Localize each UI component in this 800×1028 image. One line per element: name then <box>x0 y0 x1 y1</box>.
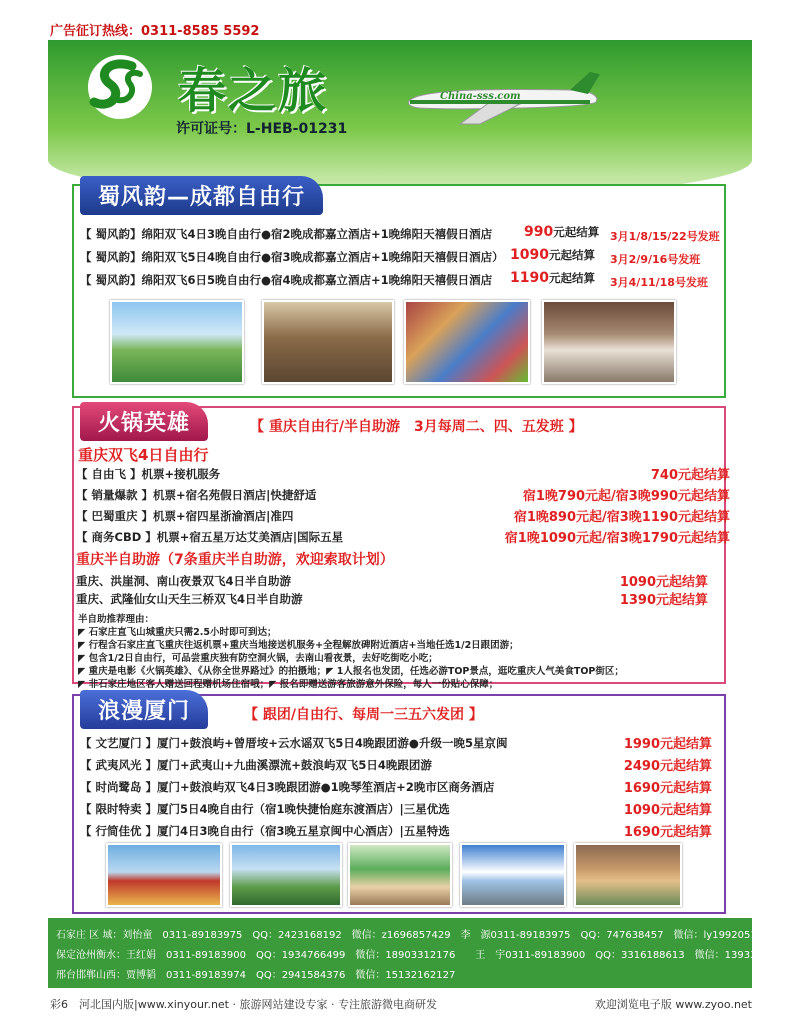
photo-colorful-sculptures <box>404 300 530 384</box>
xiamen-row: 【 文艺厦门 】厦门+鼓浪屿+曾厝垵+云水谣双飞5日4晚跟团游●升级一晚5星京闽 <box>80 736 508 750</box>
xiamen-price: 1690元起结算 <box>623 825 712 840</box>
chongqing-row: 【 自由飞 】机票+接机服务 <box>76 467 221 481</box>
plane-livery: China-sss.com <box>440 91 521 102</box>
reason-item: ◤ 石家庄直飞山城重庆只需2.5小时即可到达； <box>78 627 277 638</box>
contact-line: 保定沧州衡水：王红娟 0311-89183900 QQ：1934766499 微信：18903312176 王 宇0311-89183900 QQ：3316188613 微信：13933132015 <box>56 950 795 961</box>
airplane-icon <box>400 68 610 128</box>
chongqing-tour-price: 1390元起结算 <box>619 593 708 608</box>
chongqing-row: 【 销量爆款 】机票+宿名苑假日酒店|快捷舒适 <box>76 488 317 502</box>
chongqing-price: 740元起结算 <box>650 468 730 483</box>
chengdu-departure: 3月1/8/15/22号发班 <box>610 230 720 243</box>
xiamen-row: 【 时尚鹭岛 】厦门+鼓浪屿双飞4日3晚跟团游●1晚琴笙酒店+2晚市区商务酒店 <box>80 780 495 794</box>
license-number: 许可证号：L-HEB-01231 <box>176 121 348 137</box>
reason-item: ◤ 包含1/2日自由行，可品尝重庆独有防空洞火锅，去南山看夜景，去好吃街吃小吃； <box>78 653 438 664</box>
photo-green-shopfront <box>348 843 452 907</box>
chengdu-departure: 3月4/11/18号发班 <box>610 276 708 289</box>
reason-item: ◤ 重庆是电影《火锅英雄》、《从你全世界路过》的拍摄地；◤ 1人报名也发团，任选必游TOP景点，逛吃重庆人气美食TOP街区； <box>78 666 624 677</box>
xiamen-row: 【 武夷风光 】厦门+武夷山+九曲溪漂流+鼓浪屿双飞5日4晚跟团游 <box>80 758 432 772</box>
photo-sea-rocks <box>460 843 566 907</box>
chengdu-price: 1090元起结算 <box>510 247 595 263</box>
chengdu-price: 1190元起结算 <box>510 270 595 286</box>
chongqing-price: 宿1晚1090元起/宿3晚1790元起结算 <box>504 531 730 546</box>
xiamen-price: 1690元起结算 <box>623 781 712 796</box>
chongqing-tour-price: 1090元起结算 <box>619 575 708 590</box>
chongqing-price: 宿1晚890元起/宿3晚1190元起结算 <box>513 510 730 525</box>
xiamen-row: 【 行简佳优 】厦门4日3晚自由行（宿3晚五星京闽中心酒店）|五星特选 <box>80 824 450 838</box>
xiamen-price: 1990元起结算 <box>623 737 712 752</box>
chongqing-tour-row: 重庆、洪崖洞、南山夜景双飞4日半自助游 <box>76 574 291 588</box>
chongqing-row: 【 商务CBD 】机票+宿五星万达艾美酒店|国际五星 <box>76 530 344 544</box>
section-title-chengdu: 蜀风韵—成都自由行 <box>80 176 323 215</box>
chengdu-row: 【 蜀风韵】绵阳双飞5日4晚自由行●宿3晚成都嘉立酒店+1晚绵阳天禧假日酒店） <box>80 250 504 264</box>
contact-line: 石家庄 区 域：刘怡童 0311-89183975 QQ：2423168192 微信：z1696857429 李 源0311-89183975 QQ：747638457 微信：ly19920518ly <box>56 930 772 941</box>
reasons-title: 半自助推荐理由： <box>78 614 155 625</box>
photo-stone-statue <box>542 300 676 384</box>
section-title-xiamen: 浪漫厦门 <box>80 690 208 729</box>
xiamen-row: 【 限时特卖 】厦门5日4晚自由行（宿1晚快捷怡庭东渡酒店）|三星优选 <box>80 802 450 816</box>
photo-tower-garden <box>106 843 222 907</box>
spring-logo-icon <box>80 52 160 122</box>
chengdu-price: 990元起结算 <box>524 224 600 240</box>
chongqing-price: 宿1晚790元起/宿3晚990元起结算 <box>522 489 730 504</box>
photo-city-coast <box>230 843 342 907</box>
chengdu-row: 【 蜀风韵】绵阳双飞6日5晚自由行●宿4晚成都嘉立酒店+1晚绵阳天禧假日酒店 <box>80 273 493 287</box>
page-footer-left: 彩6 河北国内版|www.xinyour.net · 旅游网站建设专家 · 专注旅游微电商研发 <box>50 998 437 1011</box>
xiamen-price: 2490元起结算 <box>623 759 712 774</box>
chongqing-subtitle-1: 重庆双飞4日自由行 <box>78 446 209 464</box>
xiamen-banner: 【 跟团/自由行、每周一三五六发团 】 <box>244 707 483 723</box>
chongqing-row: 【 巴蜀重庆 】机票+宿四星浙渝酒店|准四 <box>76 509 294 523</box>
photo-stone-gate <box>574 843 682 907</box>
chongqing-tour-row: 重庆、武隆仙女山天生三桥双飞4日半自助游 <box>76 592 303 606</box>
reason-item: ◤ 非石家庄地区客人赠送回程赠机场住宿哦；◤ 报名即赠送游客旅游意外保险，每人一份贴心保障； <box>78 679 499 690</box>
chongqing-subtitle-2: 重庆半自助游（7条重庆半自助游，欢迎索取计划） <box>76 552 394 568</box>
chengdu-row: 【 蜀风韵】绵阳双飞4日3晚自由行●宿2晚成都嘉立酒店+1晚绵阳天禧假日酒店 <box>80 227 493 241</box>
brand-name: 春之旅 <box>178 63 329 119</box>
chongqing-banner: 【 重庆自由行/半自助游 3月每周二、四、五发班 】 <box>250 419 583 435</box>
photo-pagoda-lake <box>110 300 244 384</box>
section-title-chongqing: 火锅英雄 <box>80 402 208 441</box>
chengdu-departure: 3月2/9/16号发班 <box>610 253 701 266</box>
ad-hotline: 广告征订热线：0311-8585 5592 <box>50 24 260 39</box>
reason-item: ◤ 行程含石家庄直飞重庆往返机票+重庆当地接送机服务+全程解放碑附近酒店+当地任选1/2日跟团游； <box>78 640 519 651</box>
xiamen-price: 1090元起结算 <box>623 803 712 818</box>
page-footer-right: 欢迎浏览电子版 www.zyoo.net <box>594 998 752 1011</box>
contact-line: 邢台邯郸山西：贾博韬 0311-89183974 QQ：2941584376 微信：15132162127 <box>56 970 456 981</box>
photo-ancient-street <box>262 300 394 384</box>
